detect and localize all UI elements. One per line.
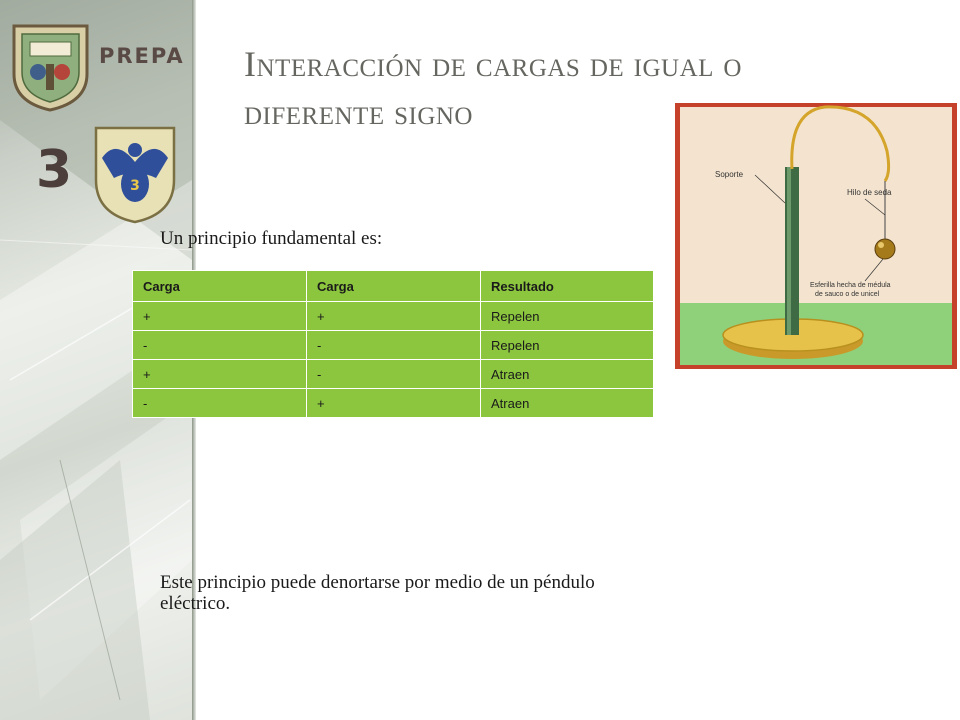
intro-text: Un principio fundamental es:	[160, 228, 383, 249]
table-row	[133, 360, 654, 389]
table-cell: Atraen	[481, 360, 654, 389]
university-shield-logo	[8, 20, 93, 112]
table-cell: +	[307, 302, 481, 331]
table-cell: -	[307, 331, 481, 360]
label-esferilla-2: de sauco o de unicel	[815, 291, 880, 298]
eagle-badge-digit: 3	[130, 178, 140, 194]
table-row	[133, 331, 654, 360]
label-esferilla-1: Esferilla hecha de médula	[810, 282, 891, 289]
school-number: 3	[36, 140, 73, 200]
table-row	[133, 302, 654, 331]
prepa-label: PREPA	[99, 44, 185, 68]
table-cell: +	[307, 389, 481, 418]
table-row	[133, 389, 654, 418]
table-cell: +	[133, 302, 307, 331]
electric-pendulum-figure	[675, 103, 957, 369]
table-cell: Repelen	[481, 302, 654, 331]
eagle-badge-logo	[86, 118, 184, 226]
table-cell: +	[133, 360, 307, 389]
label-hilo-de-seda: Hilo de seda	[847, 188, 892, 197]
label-soporte: Soporte	[715, 170, 744, 179]
outro-text: Este principio puede denortarse por medio de un péndulo eléctrico.	[160, 572, 595, 614]
pith-ball	[875, 239, 895, 259]
table-header-row	[133, 271, 654, 302]
slide-title: Interacción de cargas de igual o diferente signo	[244, 44, 742, 132]
table-cell: -	[133, 389, 307, 418]
header-carga-1: Carga	[133, 271, 307, 302]
charges-table	[132, 270, 654, 418]
table-cell: -	[307, 360, 481, 389]
table-cell: Repelen	[481, 331, 654, 360]
header-carga-2: Carga	[307, 271, 481, 302]
header-resultado: Resultado	[481, 271, 654, 302]
table-cell: -	[133, 331, 307, 360]
table-cell: Atraen	[481, 389, 654, 418]
